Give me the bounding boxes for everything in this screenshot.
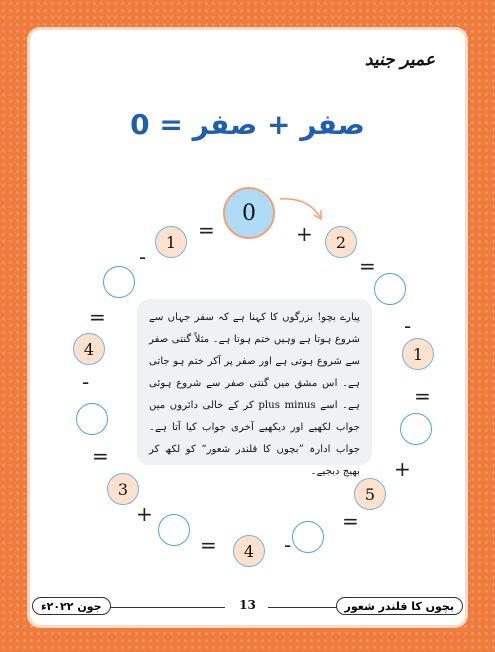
magazine-name: بچوں کا قلندر شعور (336, 597, 463, 615)
answer-circle[interactable] (103, 266, 135, 298)
circle-node-1b: 1 (402, 338, 434, 370)
arrow-icon (278, 195, 328, 225)
equals-sign: = (92, 444, 109, 468)
minus-sign: - (404, 314, 412, 338)
answer-circle[interactable] (374, 273, 406, 305)
instructions-box: پیارے بچو! بزرگوں کا کہنا ہے کہ سفر جہاں سے شروع ہوتا ہے وہیں ختم ہوتا ہے۔ مثلاً گنتی صفر سے شروع ہوتی ہے اور صفر پر آکر ختم ہو جاتی ہے۔ اس مشق میں گنتی صفر سے شروع ہوئی ہے۔ اسے plus minus کر کے خالی دائروں میں جواب لکھیے اور دیکھیے آخری جواب کیا آتا ہے۔ جواب ادارہ ”بچوں کا قلندر شعور“ کو لکھ کر بھیج دیجیے۔ (137, 299, 372, 465)
issue-date: جون ۲۰۲۲ء (32, 597, 111, 615)
page-number: 13 (239, 598, 256, 612)
equals-sign: = (200, 533, 217, 557)
circle-node-4: 4 (73, 333, 105, 365)
minus-sign: - (284, 533, 292, 557)
circle-node-3: 3 (107, 473, 139, 505)
plus-sign: + (394, 457, 411, 481)
plus-sign: + (136, 502, 153, 526)
title-equation: صفر + صفر = 0 (130, 108, 365, 141)
equals-sign: = (89, 305, 106, 329)
circle-node-2: 2 (325, 226, 357, 258)
circle-node-1: 1 (155, 226, 187, 258)
minus-sign: - (139, 245, 147, 269)
circle-node-5: 5 (354, 478, 386, 510)
minus-sign: - (82, 370, 90, 394)
page (30, 30, 465, 625)
answer-circle[interactable] (292, 521, 324, 553)
plus-sign: + (296, 222, 313, 246)
answer-circle[interactable] (400, 413, 432, 445)
answer-circle[interactable] (158, 514, 190, 546)
author-name: عمیر جنید (364, 50, 435, 70)
start-node: 0 (223, 187, 275, 239)
equals-sign: = (198, 218, 215, 242)
equals-sign: = (342, 509, 359, 533)
equals-sign: = (414, 384, 431, 408)
answer-circle[interactable] (76, 403, 108, 435)
circle-node-4b: 4 (233, 535, 265, 567)
equals-sign: = (359, 254, 376, 278)
